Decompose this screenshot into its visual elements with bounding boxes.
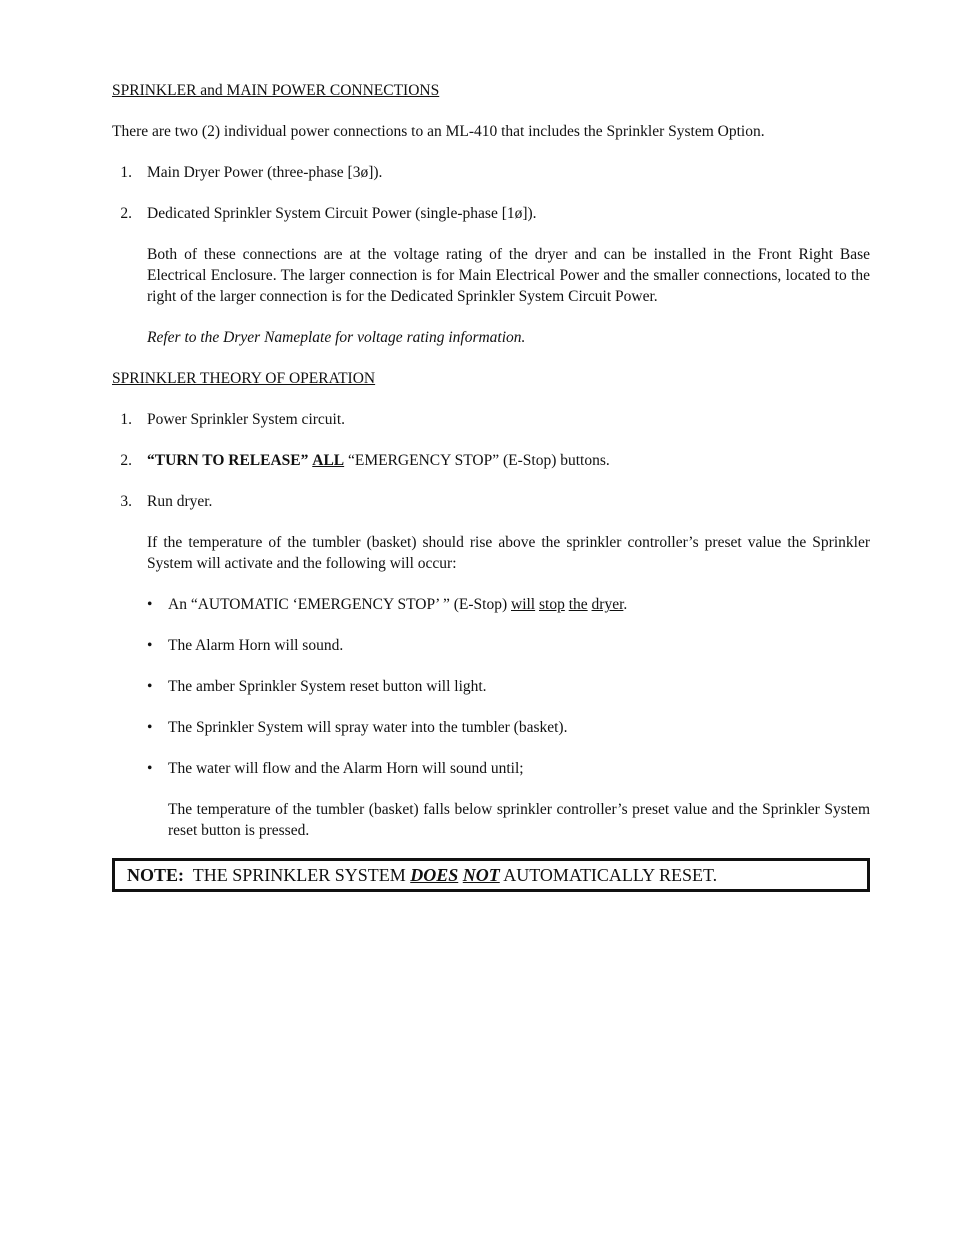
list-text: Dedicated Sprinkler System Circuit Power (single-phase [1ø]). [147, 205, 537, 222]
bullet-text: The water will flow and the Alarm Horn will sound until; [168, 760, 524, 777]
list-text: “EMERGENCY STOP” (E-Stop) buttons. [348, 452, 610, 469]
all-emphasis: ALL [312, 452, 345, 469]
bullet-glyph: • [147, 678, 153, 695]
list-item [112, 203, 870, 224]
bullet-item [112, 594, 870, 615]
turn-to-release-text: “TURN TO RELEASE” [147, 452, 309, 469]
bullet-text: The Alarm Horn will sound. [168, 637, 344, 654]
section-heading-theory: SPRINKLER THEORY OF OPERATION [112, 370, 376, 387]
list-number: 3. [120, 493, 132, 510]
bullet-glyph: • [147, 596, 153, 613]
bullet-item [112, 717, 870, 738]
until-paragraph: The temperature of the tumbler (basket) falls below sprinkler controller’s preset value and the Sprinkler System reset button is pressed. [168, 801, 870, 839]
list-item [112, 162, 870, 183]
note-label: NOTE: [127, 865, 185, 885]
bullet-glyph: • [147, 719, 153, 736]
connection-detail-paragraph: Both of these connections are at the voltage rating of the dryer and can be installed in the Front Right Base Electrical Enclosure. The larger connection is for Main Electrical Power and the smaller connections, located to the right of the larger connection is for the Dedicated Sprinkler System Circuit Power. [147, 246, 870, 305]
section-heading-power: SPRINKLER and MAIN POWER CONNECTIONS [112, 82, 440, 99]
note-text: THE SPRINKLER SYSTEM [192, 865, 406, 885]
bullet-word: stop [539, 596, 565, 613]
bullet-end: . [623, 596, 628, 613]
document-page [112, 80, 870, 892]
list-number: 2. [120, 205, 132, 222]
list-number: 1. [120, 164, 132, 181]
bullet-glyph: • [147, 637, 153, 654]
list-number: 2. [120, 452, 132, 469]
list-text: Main Dryer Power (three-phase [3ø]). [147, 164, 383, 181]
list-number: 1. [120, 411, 132, 428]
nameplate-reference: Refer to the Dryer Nameplate for voltage rating information. [147, 329, 526, 346]
bullet-text: The amber Sprinkler System reset button will light. [168, 678, 487, 695]
intro-paragraph: There are two (2) individual power connections to an ML-410 that includes the Sprinkler System Option. [112, 123, 765, 140]
bullet-word: will [511, 596, 536, 613]
list-item [112, 450, 870, 471]
note-emphasis-does: DOES [410, 865, 459, 885]
list-text: Power Sprinkler System circuit. [147, 411, 346, 428]
bullet-text: The Sprinkler System will spray water into the tumbler (basket). [168, 719, 568, 736]
bullet-lead: An “AUTOMATIC ‘EMERGENCY STOP’ ” (E-Stop) [168, 596, 511, 613]
bullet-word: dryer [591, 596, 624, 613]
bullet-item [112, 758, 870, 779]
list-text: Run dryer. [147, 493, 213, 510]
note-emphasis-not: NOT [462, 865, 500, 885]
bullet-item [112, 635, 870, 656]
list-item [112, 409, 870, 430]
list-item [112, 491, 870, 512]
condition-paragraph: If the temperature of the tumbler (basket) should rise above the sprinkler controller’s preset value the Sprinkler System will activate and the following will occur: [147, 534, 870, 572]
note-text-end: AUTOMATICALLY RESET. [503, 865, 718, 885]
bullet-word: the [568, 596, 588, 613]
bullet-item [112, 676, 870, 697]
note-box [112, 858, 870, 892]
bullet-glyph: • [147, 760, 153, 777]
